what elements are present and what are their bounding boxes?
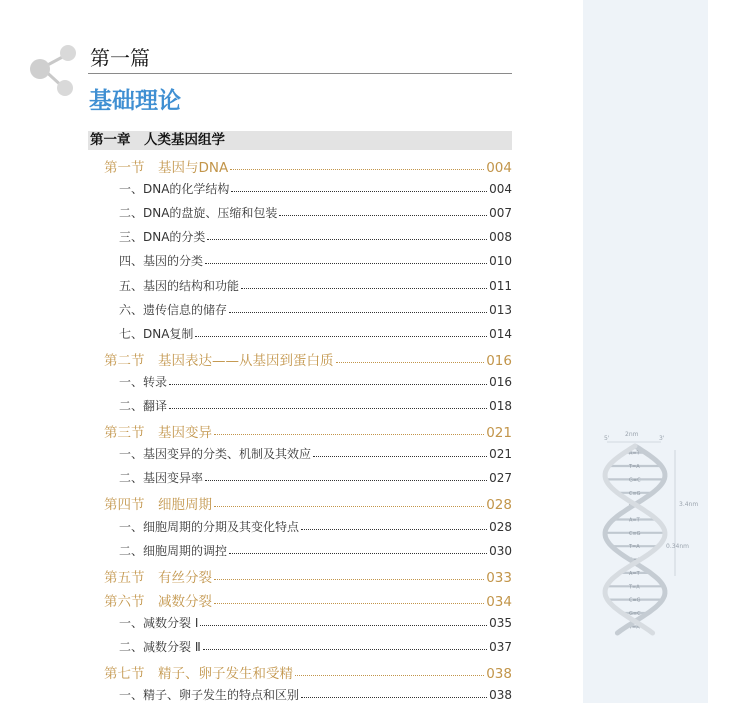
- toc-leader-dots: [229, 312, 487, 313]
- toc-leader-dots: [230, 169, 484, 170]
- toc-leader-dots: [195, 336, 487, 337]
- dna-helix-figure: [587, 428, 705, 638]
- toc-leader-dots: [203, 649, 487, 650]
- base-pair-label: C≡G: [629, 597, 641, 604]
- toc-entry-title: 第六节 减数分裂: [104, 594, 212, 610]
- toc-page-number: 027: [489, 471, 512, 485]
- toc-section: [0, 566, 512, 586]
- chapter-title: 第一章 人类基因组学: [90, 132, 225, 148]
- toc-page-number: 030: [489, 544, 512, 558]
- dna-rise-label: 0.34nm: [666, 543, 690, 550]
- toc-section: [0, 156, 512, 176]
- toc-entry-title: 第五节 有丝分裂: [104, 570, 212, 586]
- toc-page-number: 018: [489, 399, 512, 413]
- toc-entry-title: 三、DNA的分类: [119, 230, 206, 244]
- toc-section: [0, 590, 512, 610]
- toc-page-number: 007: [489, 206, 512, 220]
- toc-leader-dots: [231, 191, 487, 192]
- toc-leader-dots: [214, 506, 484, 507]
- toc-leader-dots: [169, 384, 487, 385]
- toc-item: [0, 325, 512, 342]
- toc-page-number: 028: [486, 497, 512, 513]
- toc-item: [0, 180, 512, 197]
- base-pair-label: T=A: [629, 624, 640, 631]
- toc-entry-title: 二、细胞周期的调控: [119, 544, 228, 558]
- toc-page-number: 033: [486, 570, 512, 586]
- molecule-icon: [28, 42, 78, 98]
- dna-pitch-label: 3.4nm: [679, 501, 699, 508]
- toc-page-number: 038: [489, 688, 512, 702]
- toc-page-number: 010: [489, 254, 512, 268]
- title-divider: [88, 73, 512, 74]
- toc-entry-title: 一、细胞周期的分期及其变化特点: [119, 520, 300, 534]
- toc-entry-title: 二、DNA的盘旋、压缩和包装: [119, 206, 278, 220]
- toc-item: [0, 277, 512, 294]
- toc-item: [0, 638, 512, 655]
- toc-page-number: 034: [486, 594, 512, 610]
- base-pair-label: T=A: [629, 464, 640, 470]
- toc-entry-title: 五、基因的结构和功能: [119, 279, 240, 293]
- toc-item: [0, 518, 512, 535]
- toc-entry-title: 一、转录: [119, 375, 168, 389]
- base-pair-label: T=A: [629, 504, 640, 511]
- toc-entry-title: 第七节 精子、卵子发生和受精: [104, 666, 293, 682]
- dna-end-label-right: 3': [659, 435, 665, 442]
- toc-page-number: 013: [489, 303, 512, 317]
- toc-leader-dots: [214, 579, 484, 580]
- toc-leader-dots: [229, 553, 487, 554]
- toc-leader-dots: [336, 362, 485, 363]
- toc-item: [0, 204, 512, 221]
- toc-entry-title: 二、减数分裂 Ⅱ: [119, 640, 201, 654]
- part-title: 第一篇: [90, 46, 150, 70]
- toc-section: [0, 662, 512, 682]
- toc-entry-title: 二、翻译: [119, 399, 168, 413]
- base-pair-label: C≡G: [629, 530, 641, 537]
- toc-entry-title: 四、基因的分类: [119, 254, 204, 268]
- toc-page-number: 016: [486, 353, 512, 369]
- toc-leader-dots: [214, 603, 484, 604]
- toc-entry-title: 一、精子、卵子发生的特点和区别: [119, 688, 300, 702]
- toc-entry-title: 六、遗传信息的储存: [119, 303, 228, 317]
- toc-leader-dots: [207, 239, 487, 240]
- dna-end-label-left: 5': [604, 435, 610, 442]
- toc-item: [0, 542, 512, 559]
- toc-page-number: 004: [489, 182, 512, 196]
- base-pair-label: G≡C: [629, 611, 641, 617]
- toc-page-number: 035: [489, 616, 512, 630]
- base-pair-label: G≡C: [629, 477, 641, 484]
- toc-leader-dots: [279, 215, 487, 216]
- toc-page-number: 037: [489, 640, 512, 654]
- base-pair-label: T=A: [629, 544, 640, 551]
- toc-leader-dots: [214, 434, 484, 435]
- base-pair-label: A=T: [629, 570, 640, 577]
- base-pair-label: C≡G: [629, 490, 641, 497]
- toc-page-number: 014: [489, 327, 512, 341]
- toc-page-number: 021: [489, 447, 512, 461]
- toc-item: [0, 301, 512, 318]
- toc-entry-title: 一、基因变异的分类、机制及其效应: [119, 447, 312, 461]
- base-pair-label: T=A: [629, 584, 640, 591]
- toc-page-number: 016: [489, 375, 512, 389]
- toc-leader-dots: [295, 675, 484, 676]
- toc-item: [0, 397, 512, 414]
- toc-section: [0, 493, 512, 513]
- toc-entry-title: 一、DNA的化学结构: [119, 182, 230, 196]
- toc-page-number: 028: [489, 520, 512, 534]
- base-pair-label: A=T: [629, 517, 640, 524]
- toc-leader-dots: [200, 625, 487, 626]
- base-pair-label: G≡C: [629, 557, 641, 564]
- toc-entry-title: 第三节 基因变异: [104, 425, 212, 441]
- toc-item: [0, 373, 512, 390]
- toc-leader-dots: [313, 456, 487, 457]
- dna-width-label: 2nm: [625, 431, 639, 438]
- toc-entry-title: 二、基因变异率: [119, 471, 204, 485]
- toc-entry-title: 七、DNA复制: [119, 327, 194, 341]
- toc-leader-dots: [241, 288, 487, 289]
- toc-leader-dots: [169, 408, 487, 409]
- toc-entry-title: 一、减数分裂 Ⅰ: [119, 616, 199, 630]
- base-pair-label: A=T: [629, 450, 640, 457]
- toc-item: [0, 228, 512, 245]
- toc-leader-dots: [205, 263, 487, 264]
- toc-item: [0, 614, 512, 631]
- toc-leader-dots: [205, 480, 487, 481]
- toc-leader-dots: [301, 529, 487, 530]
- toc-leader-dots: [301, 697, 487, 698]
- toc-item: [0, 686, 512, 703]
- toc-page-number: 011: [489, 279, 512, 293]
- toc-item: [0, 445, 512, 462]
- toc-page-number: 038: [486, 666, 512, 682]
- toc-item: [0, 469, 512, 486]
- toc-page-number: 004: [486, 160, 512, 176]
- toc-page-number: 021: [486, 425, 512, 441]
- toc-entry-title: 第四节 细胞周期: [104, 497, 212, 513]
- toc-section: [0, 421, 512, 441]
- part-subtitle: 基础理论: [89, 88, 181, 114]
- toc-entry-title: 第一节 基因与DNA: [104, 160, 229, 176]
- toc-entry-title: 第二节 基因表达——从基因到蛋白质: [104, 353, 334, 369]
- toc-section: [0, 349, 512, 369]
- toc-page-number: 008: [489, 230, 512, 244]
- toc-item: [0, 252, 512, 269]
